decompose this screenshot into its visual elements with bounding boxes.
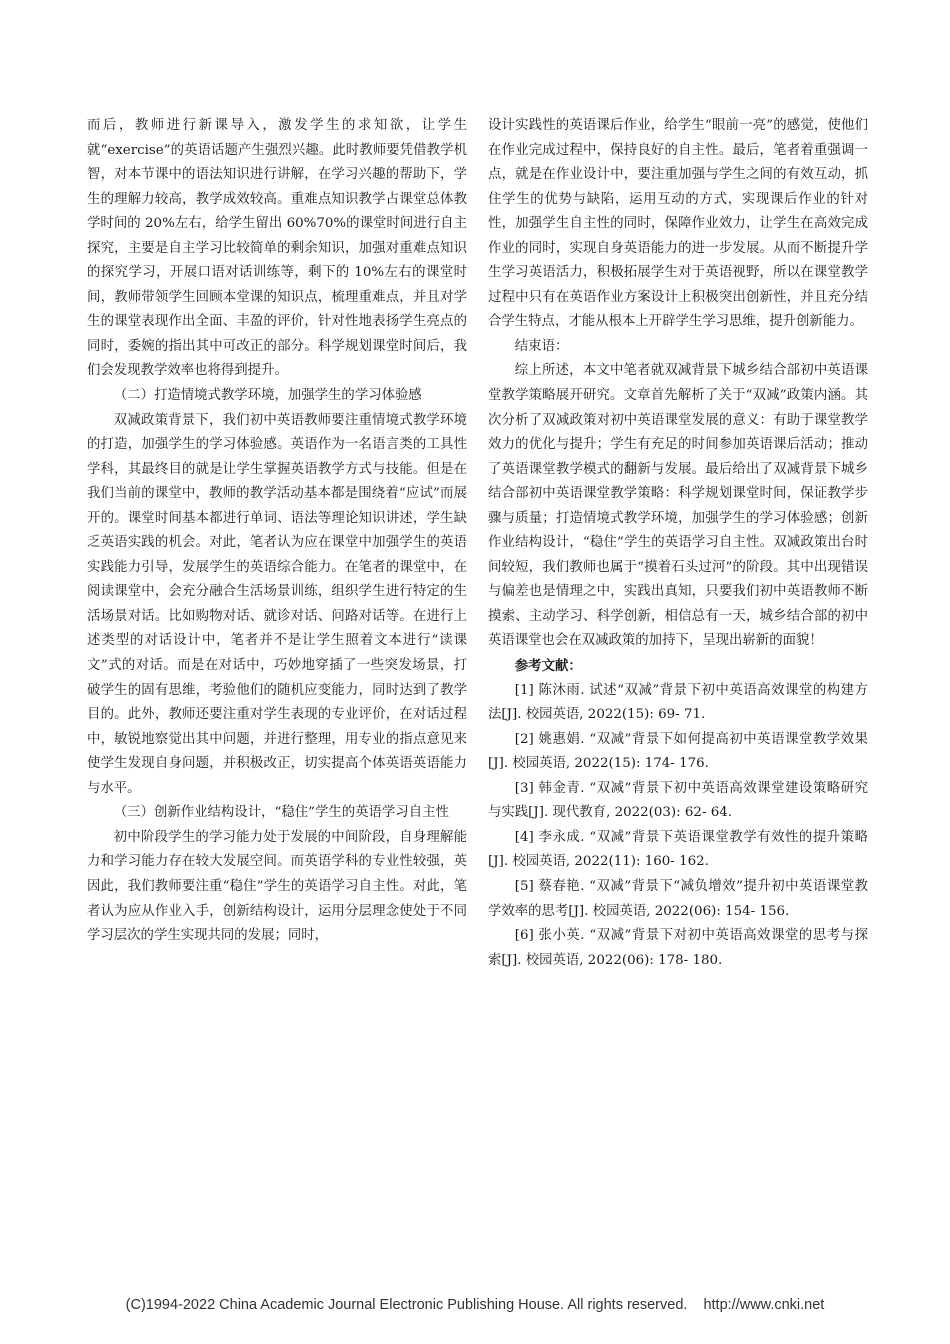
references-title: 参考文献： xyxy=(514,658,582,675)
conclusion-title: 结束语： xyxy=(514,338,569,354)
reference-item: [3] 韩金青. “双减”背景下初中英语高效课堂建设策略研究与实践[J]. 现代教育, 2022(03): 62- 64. xyxy=(488,780,868,821)
body-paragraph: 双减政策背景下，我们初中英语教师要注重情境式教学环境的打造，加强学生的学习体验感。英语作为一名语言类的工具性学科，其最终目的就是让学生掌握英语教学方式与技能。但是在我们当前的课堂中，教师的教学活动基本都是围绕着“应试”而展开的。课堂时间基本都进行单词、语法等理论知识讲述，学生缺乏英语实践的机会。对此，笔者认为应在课堂中加强学生的英语实践能力引导，发展学生的英语综合能力。在笔者的课堂中，在阅读课堂中，会充分融合生活场景训练，组织学生进行特定的生活场景对话。比如购物对话、就诊对话、问路对话等。在进行上述类型的对话设计中，笔者并不是让学生照着文本进行“读课文”式的对话。而是在对话中，巧妙地穿插了一些突发场景，打破学生的固有思维，考验他们的随机应变能力，同时达到了教学目的。此外，教师还要注重对学生表现的专业评价，在对话过程中，敏锐地察觉出其中问题，并进行整理，用专业的指点意见来使学生发现自身问题，并积极改正，切实提高个体英语英语能力与水平。 xyxy=(87,412,467,796)
right-column xyxy=(488,114,868,973)
reference-item: [2] 姚惠娟. “双减”背景下如何提高初中英语课堂教学效果[J]. 校园英语, 2022(15): 174- 176. xyxy=(488,731,868,772)
reference-item: [5] 蔡春艳. “双减”背景下“减负增效”提升初中英语课堂教学效率的思考[J]. 校园英语, 2022(06): 154- 156. xyxy=(488,878,868,919)
reference-item: [4] 李永成. “双减”背景下英语课堂教学有效性的提升策略[J]. 校园英语, 2022(11): 160- 162. xyxy=(488,829,868,870)
conclusion-paragraph: 综上所述，本文中笔者就双减背景下城乡结合部初中英语课堂教学策略展开研究。文章首先解析了关于“双减”政策内涵。其次分析了双减政策对初中英语课堂发展的意义：有助于课堂教学效力的优化与提升；学生有充足的时间参加英语课后活动；推动了英语课堂教学模式的翻新与发展。最后给出了双减背景下城乡结合部初中英语课堂教学策略：科学规划课堂时间，保证教学步骤与质量；打造情境式教学环境，加强学生的学习体验感；创新作业结构设计，“稳住”学生的英语学习自主性。双减政策出台时间较短，我们教师也属于“摸着石头过河”的阶段。其中出现错误与偏差也是情理之中，实践出真知，只要我们初中英语教师不断摸索、主动学习、科学创新，相信总有一天，城乡结合部的初中英语课堂也会在双减政策的加持下，呈现出崭新的面貌！ xyxy=(488,363,868,649)
reference-item: [1] 陈沐雨. 试述“双减”背景下初中英语高效课堂的构建方法[J]. 校园英语, 2022(15): 69- 71. xyxy=(488,682,868,723)
body-paragraph: 初中阶段学生的学习能力处于发展的中间阶段，自身理解能力和学习能力存在较大发展空间。而英语学科的专业性较强，英因此，我们教师要注重“稳住”学生的英语学习自主性。对此，笔者认为应从作业入手，创新结构设计，运用分层理念使处于不同学习层次的学生实现共同的发展；同时， xyxy=(87,829,467,944)
reference-item: [6] 张小英. “双减”背景下对初中英语高效课堂的思考与探索[J]. 校园英语, 2022(06): 178- 180. xyxy=(488,928,868,968)
footer-url: http://www.cnki.net xyxy=(703,1297,825,1313)
section-heading-3: （三）创新作业结构设计，“稳住”学生的英语学习自主性 xyxy=(113,805,449,821)
left-column xyxy=(87,114,467,949)
copyright-text: (C)1994-2022 China Academic Journal Electronic Publishing House. All rights reserved. xyxy=(125,1297,688,1313)
section-heading-2: （二）打造情境式教学环境，加强学生的学习体验感 xyxy=(113,388,422,404)
copyright-footer xyxy=(0,1297,950,1313)
body-paragraph: 而后，教师进行新课导入，激发学生的求知欲，让学生就“exercise”的英语话题产生强烈兴趣。此时教师要凭借教学机智，对本节课中的语法知识进行讲解，在学习兴趣的帮助下，学生的理解力较高，教学成效较高。重难点知识教学占课堂总体教学时间的 20%左右，给学生留出 60%70%的课堂时间进行自主探究，主要是自主学习比较简单的剩余知识，加强对重难点知识的探究学习，开展口语对话训练等，剩下的 10%左右的课堂时间，教师带领学生回顾本堂课的知识点，梳理重难点，并且对学生的课堂表现作出全面、丰盈的评价，针对性地表扬学生亮点的同时，委婉的指出其中可改正的部分。科学规划课堂时间后，我们会发现教学效率也将得到提升。 xyxy=(87,118,467,379)
body-paragraph: 设计实践性的英语课后作业，给学生“眼前一亮”的感觉，使他们在作业完成过程中，保持良好的自主性。最后，笔者着重强调一点，就是在作业设计中，要注重加强与学生之间的有效互动，抓住学生的优势与缺陷，运用互动的方式，实现课后作业的针对性，加强学生自主性的同时，保障作业效力，让学生在高效完成作业的同时，实现自身英语能力的进一步发展。从而不断提升学生学习英语活力，积极拓展学生对于英语视野，所以在课堂教学过程中只有在英语作业方案设计上积极突出创新性，并且充分结合学生特点，才能从根本上开辟学生学习思维，提升创新能力。 xyxy=(488,118,868,330)
